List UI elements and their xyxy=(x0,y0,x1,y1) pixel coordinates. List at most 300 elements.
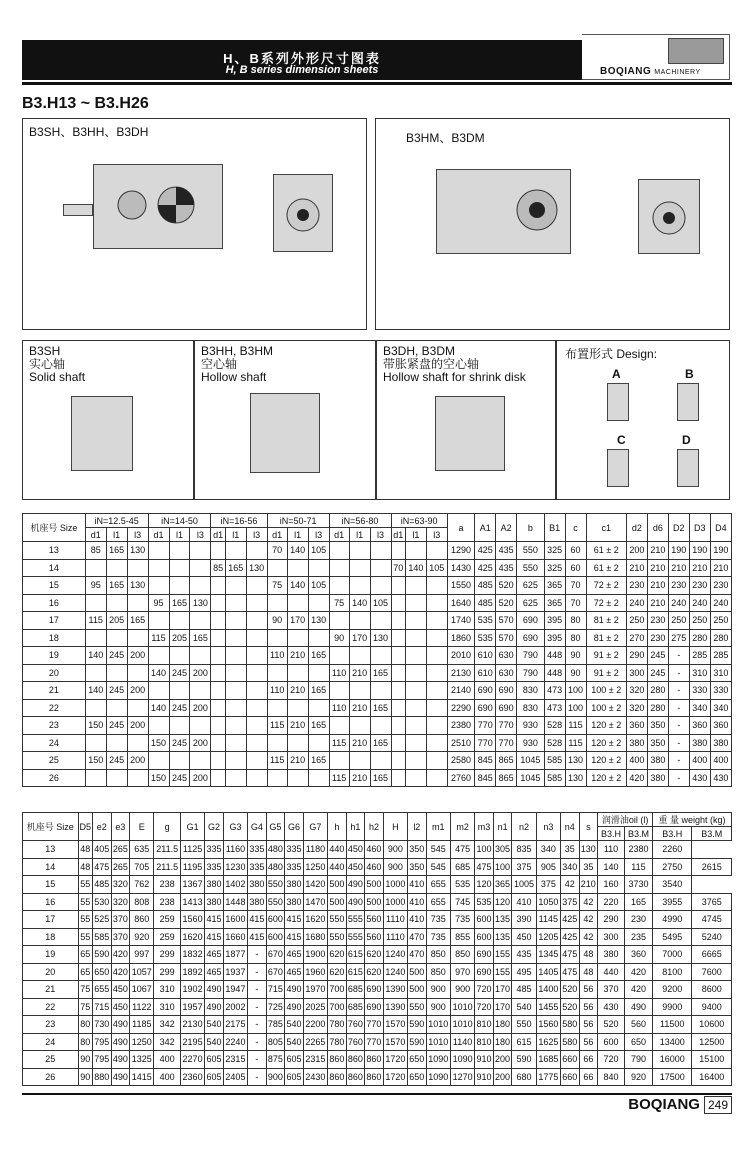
table-cell: 240 xyxy=(710,594,731,612)
table-cell: 66 xyxy=(579,1068,598,1086)
table-cell: 95 xyxy=(85,577,106,595)
table2-header: n2 xyxy=(512,813,536,841)
table-cell: 1010 xyxy=(426,1033,450,1051)
table-cell: 2140 xyxy=(447,682,474,700)
table-cell xyxy=(391,577,405,595)
table-cell: 860 xyxy=(365,1068,384,1086)
table-cell: 490 xyxy=(285,981,304,999)
table-row xyxy=(23,752,732,770)
table-cell: 585 xyxy=(93,928,112,946)
table1-subheader: l1 xyxy=(225,528,246,542)
table1-subheader: l3 xyxy=(246,528,267,542)
table-cell: 23 xyxy=(23,1016,79,1034)
table-cell: 1860 xyxy=(447,629,474,647)
page-number: 249 xyxy=(704,1096,732,1114)
table-cell xyxy=(85,629,106,647)
table-cell: 470 xyxy=(408,928,427,946)
table-cell: 760 xyxy=(346,1016,365,1034)
table-cell: 65 xyxy=(78,946,92,964)
table-cell: 430 xyxy=(598,998,625,1016)
table-cell xyxy=(127,559,148,577)
table-cell: 900 xyxy=(426,981,450,999)
table-cell xyxy=(190,647,211,665)
table-cell: 1185 xyxy=(130,1016,154,1034)
table-cell xyxy=(370,647,391,665)
table-cell: 655 xyxy=(426,893,450,911)
table-cell: 375 xyxy=(561,893,580,911)
table-cell xyxy=(287,734,308,752)
table-cell xyxy=(225,594,246,612)
table-cell: - xyxy=(668,734,689,752)
table-cell: 56 xyxy=(579,981,598,999)
table-cell: 650 xyxy=(408,1051,427,1069)
table-cell: 770 xyxy=(365,1033,384,1051)
table-cell: 500 xyxy=(328,893,347,911)
table-cell: 450 xyxy=(346,858,365,876)
table-cell: 8600 xyxy=(692,981,732,999)
table-cell: 140 xyxy=(85,682,106,700)
table-cell: 200 xyxy=(626,542,647,560)
table-cell: 465 xyxy=(205,963,224,981)
table-cell: 725 xyxy=(266,998,285,1016)
table-cell xyxy=(349,682,370,700)
table-cell: 690 xyxy=(496,699,517,717)
table-cell: 238 xyxy=(154,876,180,894)
table-cell: 17 xyxy=(23,911,79,929)
table-cell: 605 xyxy=(205,1051,224,1069)
table-cell: 240 xyxy=(626,594,647,612)
table-cell xyxy=(391,769,405,787)
table-cell: 140 xyxy=(405,559,426,577)
table-cell: 415 xyxy=(285,911,304,929)
table-cell: 2130 xyxy=(180,1016,204,1034)
table2-subheader: B3.M xyxy=(692,827,732,841)
table-cell: 900 xyxy=(383,858,407,876)
table-cell: 375 xyxy=(512,858,536,876)
table-cell: 165 xyxy=(370,734,391,752)
table-cell: 1240 xyxy=(383,963,407,981)
table-cell: 299 xyxy=(154,963,180,981)
table-cell: 910 xyxy=(475,1068,494,1086)
table-cell: 200 xyxy=(190,769,211,787)
table-cell: 160 xyxy=(598,876,625,894)
table-cell: 605 xyxy=(205,1068,224,1086)
table-row xyxy=(23,928,732,946)
table-cell: 550 xyxy=(328,911,347,929)
table-cell xyxy=(211,629,225,647)
table-cell xyxy=(106,769,127,787)
table-cell xyxy=(391,734,405,752)
table-row xyxy=(23,594,732,612)
table-cell xyxy=(391,664,405,682)
table-cell: 585 xyxy=(544,752,565,770)
table-cell: 235 xyxy=(624,928,652,946)
table-cell: 210 xyxy=(349,769,370,787)
table-cell: 920 xyxy=(624,1068,652,1086)
table-cell xyxy=(405,629,426,647)
table-cell: 210 xyxy=(668,559,689,577)
table-cell xyxy=(329,647,349,665)
table-cell: 2010 xyxy=(447,647,474,665)
table-cell xyxy=(225,769,246,787)
table-cell: 150 xyxy=(85,717,106,735)
table-cell xyxy=(405,734,426,752)
footer xyxy=(628,1096,732,1114)
table-cell: 115 xyxy=(624,858,652,876)
table-cell: 1740 xyxy=(447,612,474,630)
table-cell: 48 xyxy=(579,946,598,964)
table2-header: m2 xyxy=(450,813,474,841)
table-cell: 200 xyxy=(190,699,211,717)
table-cell: 860 xyxy=(346,1051,365,1069)
table-cell: 1405 xyxy=(536,963,560,981)
table-cell: 450 xyxy=(111,981,130,999)
table-cell: 770 xyxy=(475,717,496,735)
table-cell xyxy=(308,769,329,787)
table-cell: 210 xyxy=(689,559,710,577)
table-cell: 115 xyxy=(329,769,349,787)
table-cell xyxy=(426,664,447,682)
table-cell: 380 xyxy=(285,876,304,894)
table1-subheader: d1 xyxy=(391,528,405,542)
table-cell: - xyxy=(248,946,267,964)
table-cell: 3540 xyxy=(653,876,692,894)
table-cell: 2260 xyxy=(653,841,692,859)
table-cell: 130 xyxy=(579,841,598,859)
table-cell: 2195 xyxy=(180,1033,204,1051)
table-cell: 335 xyxy=(248,841,267,859)
table1-header: a xyxy=(447,514,474,542)
table-cell: 1160 xyxy=(223,841,247,859)
table-cell: 342 xyxy=(154,1016,180,1034)
table-cell: 485 xyxy=(512,981,536,999)
table-cell xyxy=(349,612,370,630)
table-cell: - xyxy=(668,664,689,682)
table-cell: 325 xyxy=(544,559,565,577)
table-cell: 335 xyxy=(285,841,304,859)
table-cell: 490 xyxy=(111,1051,130,1069)
table-cell: 42 xyxy=(579,928,598,946)
table-cell: 190 xyxy=(710,542,731,560)
table-cell: 450 xyxy=(111,998,130,1016)
table-cell: 90 xyxy=(565,647,586,665)
header-rule xyxy=(22,82,732,85)
table-cell: 9400 xyxy=(692,998,732,1016)
table-cell xyxy=(391,594,405,612)
table-cell: 1413 xyxy=(180,893,204,911)
table-row xyxy=(23,911,732,929)
table-row xyxy=(23,858,732,876)
table-cell: 61 ± 2 xyxy=(586,559,626,577)
table-cell: 170 xyxy=(287,612,308,630)
table-cell: 24 xyxy=(23,734,86,752)
table-cell: 705 xyxy=(130,858,154,876)
table-cell xyxy=(370,717,391,735)
table-cell: 550 xyxy=(512,1016,536,1034)
dimension-table-2 xyxy=(22,812,732,1086)
table-cell: 2265 xyxy=(303,1033,327,1051)
table-cell: - xyxy=(668,769,689,787)
table-cell: 560 xyxy=(624,1016,652,1034)
table-cell xyxy=(308,664,329,682)
table-row xyxy=(23,769,732,787)
table-cell: 405 xyxy=(93,841,112,859)
table-cell: 845 xyxy=(475,769,496,787)
table-cell: 520 xyxy=(496,594,517,612)
table-cell: 420 xyxy=(624,963,652,981)
table2-header: G1 xyxy=(180,813,204,841)
table-row xyxy=(23,612,732,630)
table-cell: 930 xyxy=(517,734,544,752)
gear-outline-icon xyxy=(437,170,570,253)
table-cell: 17 xyxy=(23,612,86,630)
table-cell: 285 xyxy=(689,647,710,665)
table-cell: 1067 xyxy=(130,981,154,999)
table-cell: 1345 xyxy=(536,946,560,964)
table-cell xyxy=(127,594,148,612)
table-cell xyxy=(127,664,148,682)
table-cell: 1832 xyxy=(180,946,204,964)
table-cell: 17500 xyxy=(653,1068,692,1086)
table-cell xyxy=(267,629,287,647)
table-cell: 380 xyxy=(689,734,710,752)
table-cell: 21 xyxy=(23,981,79,999)
table-cell: 165 xyxy=(370,699,391,717)
table-cell: 655 xyxy=(93,981,112,999)
footer-brand: BOQIANG xyxy=(628,1096,700,1113)
table-cell: 245 xyxy=(169,664,190,682)
table-cell: 690 xyxy=(475,682,496,700)
table1-subheader: l3 xyxy=(370,528,391,542)
design-d-icon xyxy=(677,449,699,487)
table-cell: 22 xyxy=(23,699,86,717)
table1-subheader: d1 xyxy=(267,528,287,542)
table-cell: 1090 xyxy=(426,1051,450,1069)
table-cell: 540 xyxy=(285,1033,304,1051)
table-row xyxy=(23,876,732,894)
table-cell: 1045 xyxy=(517,752,544,770)
table-cell xyxy=(148,577,169,595)
table-cell: 790 xyxy=(624,1051,652,1069)
table-cell: 210 xyxy=(647,559,668,577)
table-cell xyxy=(287,664,308,682)
table-row xyxy=(23,542,732,560)
table-cell xyxy=(225,734,246,752)
table-cell xyxy=(106,559,127,577)
table-cell: 130 xyxy=(565,769,586,787)
table-cell: 120 ± 2 xyxy=(586,769,626,787)
table1-header: 机座号 Size xyxy=(23,514,86,542)
table-cell: 415 xyxy=(248,911,267,929)
table-cell xyxy=(329,559,349,577)
table-cell: 1685 xyxy=(536,1051,560,1069)
table-cell xyxy=(405,594,426,612)
table-cell: 7600 xyxy=(692,963,732,981)
table-cell: 490 xyxy=(205,981,224,999)
table-cell xyxy=(169,542,190,560)
table-row xyxy=(23,946,732,964)
table-cell xyxy=(308,559,329,577)
table-cell xyxy=(391,717,405,735)
table-cell: 110 xyxy=(598,841,625,859)
table-cell: 165 xyxy=(190,629,211,647)
table1-subheader: l3 xyxy=(308,528,329,542)
table-cell: 12500 xyxy=(692,1033,732,1051)
table-cell: 120 ± 2 xyxy=(586,717,626,735)
table-cell: 375 xyxy=(536,876,560,894)
table2-header: n4 xyxy=(561,813,580,841)
gearbox-side-view-2 xyxy=(638,179,700,254)
table-cell: 365 xyxy=(544,577,565,595)
panel-1-title: B3SH、B3HH、B3DH xyxy=(29,125,149,139)
table-cell: 90 xyxy=(565,664,586,682)
table-cell: 230 xyxy=(624,911,652,929)
table1-subheader: d1 xyxy=(148,528,169,542)
table1-subheader: l3 xyxy=(190,528,211,542)
table-cell xyxy=(426,769,447,787)
table-cell: 2615 xyxy=(692,858,732,876)
header-banner xyxy=(22,40,582,80)
table-cell xyxy=(85,734,106,752)
table-cell xyxy=(391,699,405,717)
table-row xyxy=(23,963,732,981)
table-cell: 480 xyxy=(266,858,285,876)
table-cell xyxy=(169,577,190,595)
table-cell: 2290 xyxy=(447,699,474,717)
table-cell: 448 xyxy=(544,647,565,665)
table-cell: 310 xyxy=(689,664,710,682)
table-row xyxy=(23,682,732,700)
table-cell: 13 xyxy=(23,542,86,560)
table-cell: 448 xyxy=(544,664,565,682)
table-cell: 130 xyxy=(370,629,391,647)
table-cell xyxy=(287,559,308,577)
table2-header: G5 xyxy=(266,813,285,841)
table-cell: 360 xyxy=(710,717,731,735)
table-cell: 690 xyxy=(475,946,494,964)
table-cell: 520 xyxy=(496,577,517,595)
table-cell: 170 xyxy=(493,981,512,999)
table-cell xyxy=(370,577,391,595)
table-cell: 210 xyxy=(287,717,308,735)
table-cell: 905 xyxy=(536,858,560,876)
table-cell: 395 xyxy=(544,629,565,647)
table2-header: H xyxy=(383,813,407,841)
table-cell: 535 xyxy=(475,612,496,630)
table-cell: 70 xyxy=(565,577,586,595)
table-cell: 210 xyxy=(349,734,370,752)
table-cell: 25 xyxy=(23,752,86,770)
table-cell: 585 xyxy=(544,769,565,787)
table-cell: 475 xyxy=(475,858,494,876)
table-cell: 500 xyxy=(365,876,384,894)
table-cell xyxy=(426,699,447,717)
table-cell: 610 xyxy=(475,647,496,665)
table-cell: 205 xyxy=(169,629,190,647)
table-cell: 1877 xyxy=(223,946,247,964)
table-cell: 350 xyxy=(408,841,427,859)
table-cell: 16 xyxy=(23,893,79,911)
table-cell: 880 xyxy=(93,1068,112,1086)
table-cell: - xyxy=(668,682,689,700)
table-cell: 700 xyxy=(328,981,347,999)
table-cell: 1045 xyxy=(517,769,544,787)
table-cell: 835 xyxy=(512,841,536,859)
table-cell: 555 xyxy=(346,911,365,929)
table-cell: 630 xyxy=(496,664,517,682)
table-cell: 56 xyxy=(579,1016,598,1034)
table-cell: 380 xyxy=(626,734,647,752)
table-cell: 2315 xyxy=(303,1051,327,1069)
table-cell xyxy=(225,664,246,682)
table-cell: 360 xyxy=(689,717,710,735)
table-cell: 865 xyxy=(496,769,517,787)
table-cell: 528 xyxy=(544,734,565,752)
table-cell: 900 xyxy=(383,841,407,859)
table-cell: 1960 xyxy=(303,963,327,981)
table1-subheader: l1 xyxy=(169,528,190,542)
table-cell: 450 xyxy=(512,928,536,946)
table-cell xyxy=(246,647,267,665)
view-shrink-disk: B3DH, B3DM 带胀紧盘的空心轴 Hollow shaft for shrink disk xyxy=(376,340,556,500)
design-b-icon xyxy=(677,383,699,421)
table-cell: 205 xyxy=(106,612,127,630)
table-cell xyxy=(190,752,211,770)
table-cell: 1970 xyxy=(303,981,327,999)
table-cell: 335 xyxy=(248,858,267,876)
table-cell xyxy=(190,717,211,735)
table-cell: 690 xyxy=(517,629,544,647)
table-cell: 211.5 xyxy=(154,858,180,876)
table-cell: 90 xyxy=(78,1068,92,1086)
table-cell: 760 xyxy=(346,1033,365,1051)
table-cell: 330 xyxy=(710,682,731,700)
table-cell: 320 xyxy=(626,682,647,700)
table-cell: 230 xyxy=(689,577,710,595)
table-cell: 500 xyxy=(365,893,384,911)
table-cell: 75 xyxy=(329,594,349,612)
table-cell: 1680 xyxy=(303,928,327,946)
table-cell xyxy=(85,699,106,717)
table-cell: 240 xyxy=(668,594,689,612)
table-cell xyxy=(211,647,225,665)
table-cell xyxy=(267,699,287,717)
table-cell: 910 xyxy=(475,1051,494,1069)
table-cell: 155 xyxy=(493,946,512,964)
table-cell xyxy=(426,542,447,560)
table1-header: B1 xyxy=(544,514,565,542)
table-cell xyxy=(426,612,447,630)
table-cell: 72 ± 2 xyxy=(586,577,626,595)
table-cell: - xyxy=(248,1051,267,1069)
table-cell: 785 xyxy=(266,1016,285,1034)
table-cell: 335 xyxy=(205,841,224,859)
table-cell: 720 xyxy=(598,1051,625,1069)
table-cell: 650 xyxy=(624,1033,652,1051)
table-cell xyxy=(267,664,287,682)
table-cell xyxy=(329,577,349,595)
table-cell: 528 xyxy=(544,717,565,735)
table-cell: 165 xyxy=(308,682,329,700)
table-cell xyxy=(405,664,426,682)
table1-header: iN=56-80 xyxy=(329,514,391,528)
table-cell: 240 xyxy=(689,594,710,612)
table-cell: 605 xyxy=(285,1051,304,1069)
table-cell xyxy=(246,734,267,752)
table-cell: 550 xyxy=(517,559,544,577)
table-row xyxy=(23,841,732,859)
table-cell xyxy=(169,717,190,735)
